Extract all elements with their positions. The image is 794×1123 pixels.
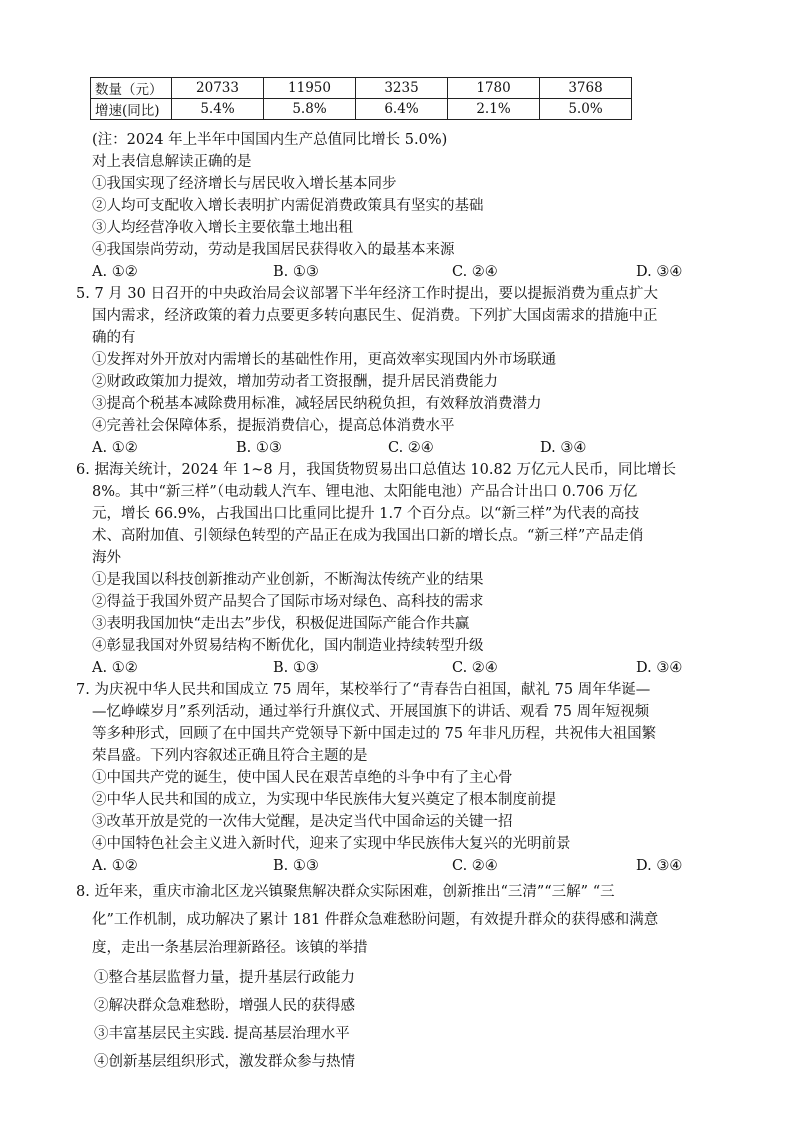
table-row [91,99,632,120]
option-d[interactable]: D. ③④ [636,264,683,280]
table-cell: 3235 [356,78,448,99]
statement-2: ②人均可支配收入增长表明扩内需促消费政策具有坚实的基础 [92,198,484,214]
question-6-text: 海外 [92,550,121,566]
question-7-text: 7. 为庆祝中华人民共和国成立 75 周年，某校举行了“青春告白祖国，献礼 75 周年华诞— [76,682,651,698]
option-a[interactable]: A. ①② [92,660,138,676]
table-cell: 11950 [264,78,356,99]
statement-4: ④完善社会保障体系，提振消费信心，提高总体消费水平 [92,418,455,434]
statement-4: ④中国特色社会主义进入新时代，迎来了实现中华民族伟大复兴的光明前景 [92,836,571,852]
table-cell: 20733 [172,78,264,99]
question-7-text: —忆峥嵘岁月”系列活动，通过举行升旗仪式、开展国旗下的讲话、观看 75 周年短视频 [92,704,650,720]
question-stem: 对上表信息解读正确的是 [92,154,252,170]
statement-3: ③丰富基层民主实践. 提高基层治理水平 [94,1026,350,1042]
statement-3: ③提高个税基本减除费用标准，减轻居民纳税负担，有效释放消费潜力 [92,396,542,412]
option-d[interactable]: D. ③④ [540,440,587,456]
question-8-text: 化”工作机制，成功解决了累计 181 件群众急难愁盼问题，有效提升群众的获得感和满意 [92,912,659,928]
statement-1: ①整合基层监督力量，提升基层行政能力 [94,970,355,986]
statement-2: ②得益于我国外贸产品契合了国际市场对绿色、高科技的需求 [92,594,484,610]
option-a[interactable]: A. ①② [92,858,138,874]
table-cell: 3768 [540,78,632,99]
statement-1: ①我国实现了经济增长与居民收入增长基本同步 [92,176,397,192]
table-cell: 1780 [448,78,540,99]
question-7-text: 荣昌盛。下列内容叙述正确且符合主题的是 [92,748,368,764]
option-a[interactable]: A. ①② [92,440,138,456]
row-header: 数量（元） [91,78,172,99]
statement-1: ①中国共产党的诞生，使中国人民在艰苦卓绝的斗争中有了主心骨 [92,770,513,786]
option-c[interactable]: C. ②④ [452,858,498,874]
table-row [91,78,632,99]
option-b[interactable]: B. ①③ [236,440,282,456]
question-8-text: 度，走出一条基层治理新路径。该镇的举措 [92,940,368,956]
option-c[interactable]: C. ②④ [388,440,434,456]
question-6-text: 8%。其中“新三样”（电动载人汽车、锂电池、太阳能电池）产品合计出口 0.706 万亿 [92,484,638,500]
statement-3: ③改革开放是党的一次伟大觉醒，是决定当代中国命运的关键一招 [92,814,513,830]
income-table [90,77,632,120]
statement-4: ④创新基层组织形式，激发群众参与热情 [94,1054,355,1070]
option-b[interactable]: B. ①③ [273,858,319,874]
statement-4: ④彰显我国对外贸易结构不断优化，国内制造业持续转型升级 [92,638,484,654]
question-6-text: 元，增长 66.9%，占我国出口比重同比提升 1.7 个百分点。以“新三样”为代表的高技 [92,506,640,522]
option-b[interactable]: B. ①③ [273,660,319,676]
statement-2: ②财政政策加力提效，增加劳动者工资报酬，提升居民消费能力 [92,374,498,390]
statement-2: ②中华人民共和国的成立，为实现中华民族伟大复兴奠定了根本制度前提 [92,792,556,808]
question-6-text: 6. 据海关统计，2024 年 1~8 月，我国货物贸易出口总值达 10.82 万亿元人民币，同比增长 [76,462,676,478]
statement-1: ①发挥对外开放对内需增长的基础性作用，更高效率实现国内外市场联通 [92,352,556,368]
option-b[interactable]: B. ①③ [273,264,319,280]
table-cell: 6.4% [356,99,448,120]
statement-1: ①是我国以科技创新推动产业创新，不断淘汰传统产业的结果 [92,572,484,588]
table-cell: 5.8% [264,99,356,120]
option-c[interactable]: C. ②④ [452,264,498,280]
question-8-text: 8. 近年来，重庆市渝北区龙兴镇聚焦解决群众实际困难，创新推出“三清”“三解” “三 [76,884,615,900]
question-5-text: 确的有 [92,330,136,346]
table-cell: 2.1% [448,99,540,120]
question-5-text: 国内需求，经济政策的着力点要更多转向惠民生、促消费。下列扩大国卤需求的措施中正 [92,308,658,324]
table-cell: 5.0% [540,99,632,120]
option-d[interactable]: D. ③④ [636,858,683,874]
option-c[interactable]: C. ②④ [452,660,498,676]
statement-3: ③人均经营净收入增长主要依靠土地出租 [92,220,353,236]
row-header: 增速(同比) [91,99,172,120]
table-cell: 5.4% [172,99,264,120]
statement-4: ④我国崇尚劳动，劳动是我国居民获得收入的最基本来源 [92,242,455,258]
statement-3: ③表明我国加快“走出去”步伐，积极促进国际产能合作共赢 [92,616,470,632]
table-note: (注：2024 年上半年中国国内生产总值同比增长 5.0%) [92,132,448,148]
question-7-text: 等多种形式，回顾了在中国共产党领导下新中国走过的 75 年非凡历程，共祝伟大祖国繁 [92,726,657,742]
question-5-text: 5. 7 月 30 日召开的中央政治局会议部署下半年经济工作时提出，要以提振消费为重点扩大 [76,286,658,302]
option-a[interactable]: A. ①② [92,264,138,280]
option-d[interactable]: D. ③④ [636,660,683,676]
statement-2: ②解决群众急难愁盼，增强人民的获得感 [94,998,355,1014]
question-6-text: 术、高附加值、引领绿色转型的产品正在成为我国出口新的增长点。“新三样”产品走俏 [92,528,644,544]
